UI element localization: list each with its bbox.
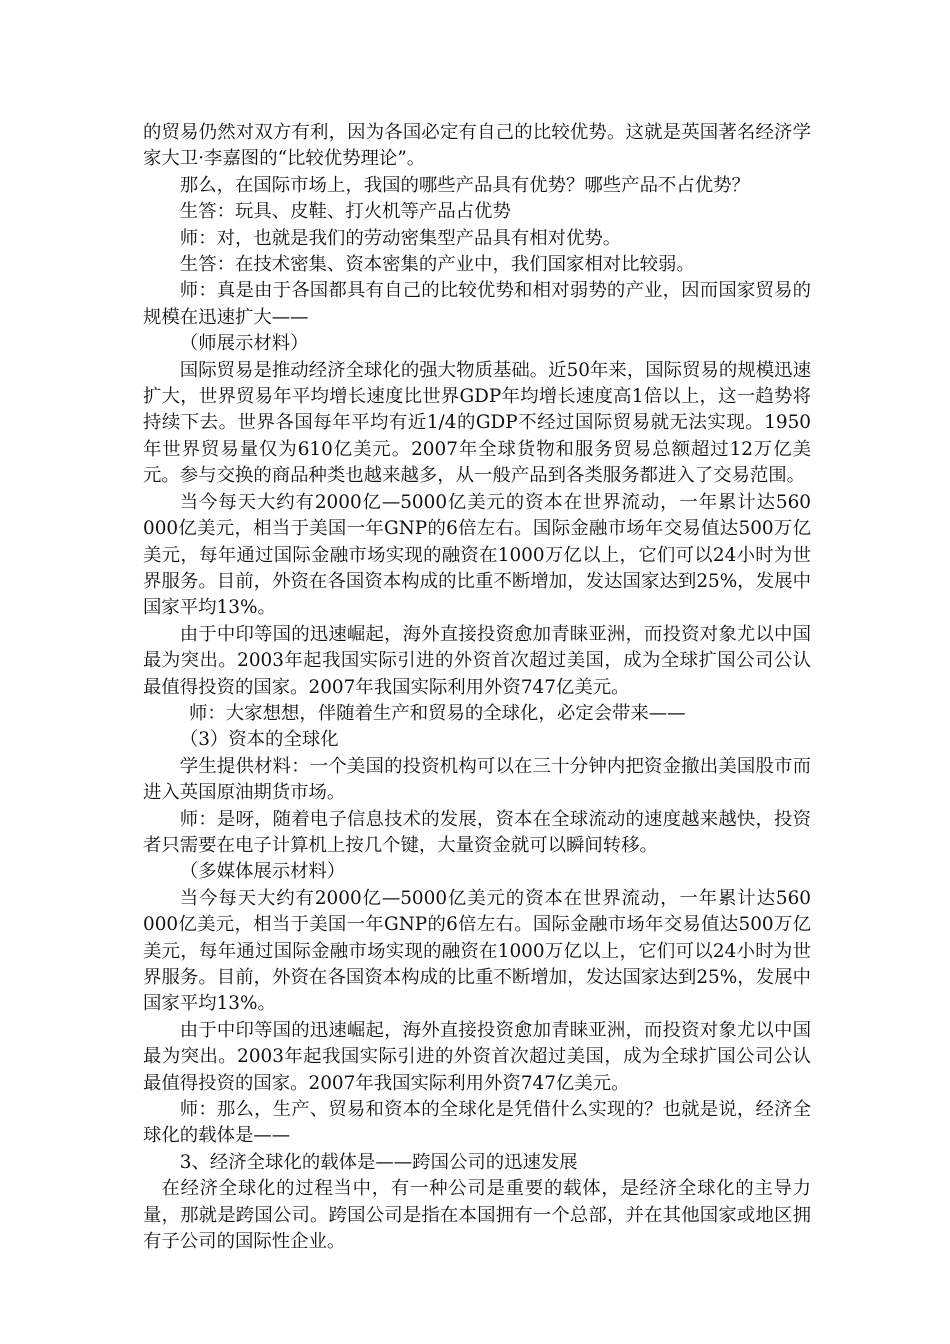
paragraph-teacher-reply-1: 师：对，也就是我们的劳动密集型产品具有相对优势。 — [179, 227, 622, 249]
paragraph-student-answer-1: 生答：玩具、皮鞋、打火机等产品占优势 — [179, 201, 511, 223]
paragraph-teacher-trade-scale: 师：真是由于各国都具有自己的比较优势和相对弱势的产业，因而国家贸易的规模在迅速扩大—— — [143, 280, 811, 328]
paragraph-capital-flow-material-2: 当今每天大约有2000亿—5000亿美元的资本在世界流动，一年累计达560 000亿美元，相当于美国一年GNP的6倍左右。国际金融市场年交易值达500万亿美元，每年通过国际金融市场实现的融资在1000万亿以上，它们可以24小时为世界服务。目前，外资在各国资本构成的比重不断增加，发达国家达到25%，发展中国家平均13%。 — [143, 887, 811, 1015]
paragraph-question-products: 那么，在国际市场上，我国的哪些产品具有优势？哪些产品不占优势？ — [179, 174, 750, 196]
paragraph-investment-material-1: 由于中印等国的迅速崛起，海外直接投资愈加青睐亚洲，而投资对象尤以中国最为突出。2003年起我国实际引进的外资首次超过美国，成为全球扩国公司公认最值得投资的国家。2007年我国实际利用外资747亿美元。 — [143, 623, 811, 698]
paragraph-multinational-definition: 在经济全球化的过程当中，有一种公司是重要的载体，是经济全球化的主导力量，那就是跨国公司。跨国公司是指在本国拥有一个总部，并在其他国家或地区拥有子公司的国际性企业。 — [143, 1178, 811, 1253]
section-heading-multinational: 3、经济全球化的载体是——跨国公司的迅速发展 — [179, 1151, 578, 1173]
paragraph-student-answer-2: 生答：在技术密集、资本密集的产业中，我们国家相对比较弱。 — [179, 254, 695, 276]
paragraph-teacher-think: 师：大家想想，伴随着生产和贸易的全球化，必定会带来—— — [189, 702, 686, 724]
section-heading-capital-globalization: （3）资本的全球化 — [179, 729, 339, 751]
paragraph-investment-material-2: 由于中印等国的迅速崛起，海外直接投资愈加青睐亚洲，而投资对象尤以中国最为突出。2003年起我国实际引进的外资首次超过美国，成为全球扩国公司公认最值得投资的国家。2007年我国实际利用外资747亿美元。 — [143, 1019, 811, 1094]
paragraph-teacher-carrier-question: 师：那么，生产、贸易和资本的全球化是凭借什么实现的？也就是说，经济全球化的载体是—— — [143, 1099, 811, 1147]
paragraph-capital-flow-material-1: 当今每天大约有2000亿—5000亿美元的资本在世界流动，一年累计达560 000亿美元，相当于美国一年GNP的6倍左右。国际金融市场年交易值达500万亿美元，每年通过国际金融市场实现的融资在1000万亿以上，它们可以24小时为世界服务。目前，外资在各国资本构成的比重不断增加，发达国家达到25%，发展中国家平均13%。 — [143, 491, 811, 619]
paragraph-teacher-capital-speed: 师：是呀，随着电子信息技术的发展，资本在全球流动的速度越来越快，投资者只需要在电子计算机上按几个键，大量资金就可以瞬间转移。 — [143, 808, 811, 856]
paragraph-multimedia-material: （多媒体展示材料） — [179, 861, 346, 883]
document-page — [143, 120, 811, 1255]
paragraph-trade-material: 国际贸易是推动经济全球化的强大物质基础。近50年来，国际贸易的规模迅速扩大，世界贸易年平均增长速度比世界GDP年均增长速度高1倍以上，这一趋势将持续下去。世界各国每年平均有近1/4的GDP不经过国际贸易就无法实现。1950年世界贸易量仅为610亿美元。2007年全球货物和服务贸易总额超过12万亿美元。参与交换的商品种类也越来越多，从一般产品到各类服务都进入了交易范围。 — [143, 359, 811, 487]
paragraph-student-material: 学生提供材料：一个美国的投资机构可以在三十分钟内把资金撤出美国股市而进入英国原油期货市场。 — [143, 755, 811, 804]
paragraph-comparative-advantage: 的贸易仍然对双方有利，因为各国必定有自己的比较优势。这就是英国著名经济学家大卫·李嘉图的“比较优势理论”。 — [143, 122, 811, 170]
paragraph-teacher-shows-material: （师展示材料） — [179, 333, 309, 355]
